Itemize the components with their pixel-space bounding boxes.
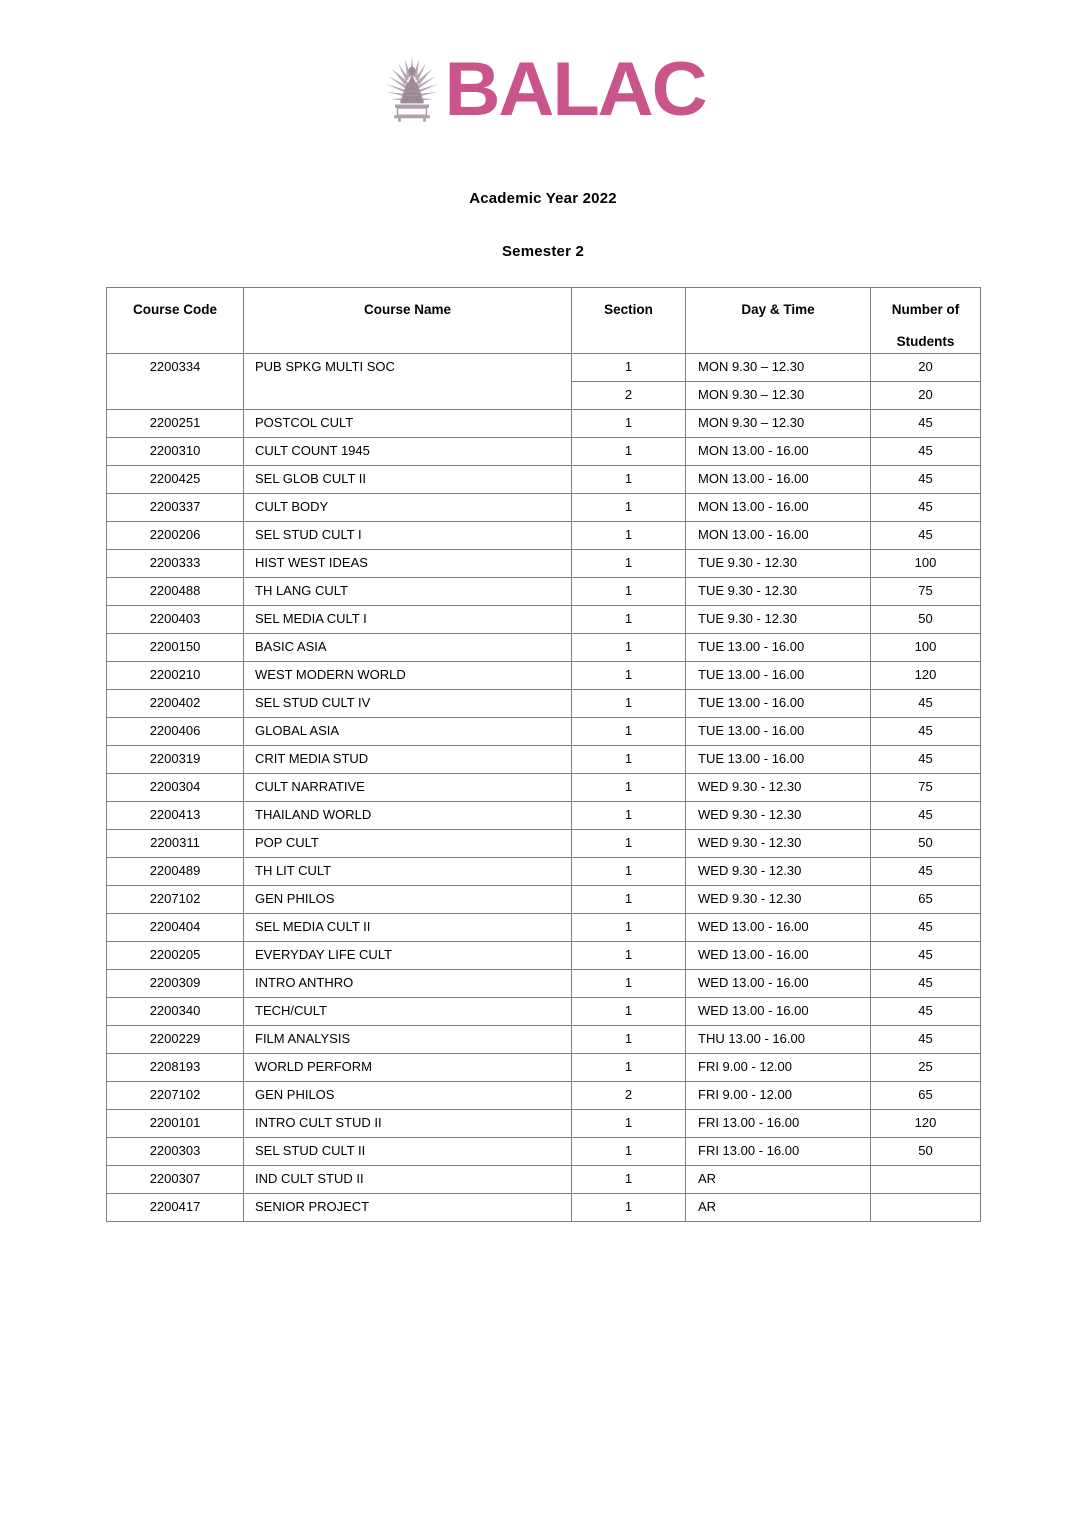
cell-course-name: SEL MEDIA CULT I [244, 606, 572, 634]
cell-section: 1 [572, 578, 686, 606]
cell-day-time: WED 13.00 - 16.00 [686, 914, 871, 942]
cell-number-of-students: 50 [871, 830, 981, 858]
table-body [107, 354, 981, 1222]
cell-course-name: GEN PHILOS [244, 886, 572, 914]
cell-day-time: MON 9.30 – 12.30 [686, 354, 871, 382]
cell-day-time: MON 13.00 - 16.00 [686, 494, 871, 522]
cell-course-code: 2200402 [107, 690, 244, 718]
column-header-number-of-line1: Number of [891, 302, 960, 317]
cell-course-code: 2200310 [107, 438, 244, 466]
column-header-number-of-students [871, 288, 981, 354]
cell-day-time: AR [686, 1166, 871, 1194]
cell-course-code: 2200404 [107, 914, 244, 942]
cell-course-name: SEL STUD CULT IV [244, 690, 572, 718]
cell-number-of-students: 45 [871, 914, 981, 942]
cell-section: 1 [572, 634, 686, 662]
table-row [107, 970, 981, 998]
cell-course-name: WORLD PERFORM [244, 1054, 572, 1082]
table-row [107, 886, 981, 914]
cell-course-code: 2200251 [107, 410, 244, 438]
academic-year-title: Academic Year 2022 [469, 190, 617, 207]
cell-course-code: 2200417 [107, 1194, 244, 1222]
cell-day-time: FRI 13.00 - 16.00 [686, 1138, 871, 1166]
column-header-course-name: Course Name [244, 288, 572, 354]
cell-section: 1 [572, 746, 686, 774]
cell-number-of-students: 120 [871, 1110, 981, 1138]
cell-number-of-students: 45 [871, 690, 981, 718]
table-row [107, 578, 981, 606]
cell-number-of-students: 45 [871, 746, 981, 774]
cell-section: 1 [572, 1138, 686, 1166]
cell-day-time: FRI 13.00 - 16.00 [686, 1110, 871, 1138]
cell-course-name: PUB SPKG MULTI SOC [244, 354, 572, 410]
cell-course-name: SEL GLOB CULT II [244, 466, 572, 494]
cell-course-name: TH LIT CULT [244, 858, 572, 886]
cell-number-of-students: 45 [871, 858, 981, 886]
cell-number-of-students: 45 [871, 410, 981, 438]
cell-number-of-students [871, 1194, 981, 1222]
cell-course-name: INTRO CULT STUD II [244, 1110, 572, 1138]
table-row [107, 718, 981, 746]
semester-title: Semester 2 [501, 243, 585, 260]
cell-day-time: MON 13.00 - 16.00 [686, 466, 871, 494]
cell-course-code: 2200303 [107, 1138, 244, 1166]
cell-day-time: AR [686, 1194, 871, 1222]
cell-day-time: THU 13.00 - 16.00 [686, 1026, 871, 1054]
cell-course-name: SENIOR PROJECT [244, 1194, 572, 1222]
cell-course-code: 2200334 [107, 354, 244, 410]
course-schedule-table-wrapper [106, 287, 980, 1222]
cell-course-code: 2200333 [107, 550, 244, 578]
table-header [107, 288, 981, 354]
cell-number-of-students [871, 1166, 981, 1194]
cell-course-code: 2200403 [107, 606, 244, 634]
cell-section: 1 [572, 466, 686, 494]
table-row [107, 1082, 981, 1110]
cell-course-code: 2200319 [107, 746, 244, 774]
cell-number-of-students: 100 [871, 550, 981, 578]
table-row [107, 522, 981, 550]
cell-day-time: WED 13.00 - 16.00 [686, 970, 871, 998]
cell-course-code: 2200311 [107, 830, 244, 858]
cell-course-code: 2200150 [107, 634, 244, 662]
cell-course-code: 2200307 [107, 1166, 244, 1194]
cell-course-code: 2200101 [107, 1110, 244, 1138]
cell-number-of-students: 50 [871, 606, 981, 634]
cell-number-of-students: 45 [871, 718, 981, 746]
cell-section: 1 [572, 718, 686, 746]
table-row [107, 550, 981, 578]
cell-section: 1 [572, 970, 686, 998]
cell-day-time: TUE 13.00 - 16.00 [686, 662, 871, 690]
cell-course-name: CULT BODY [244, 494, 572, 522]
cell-section: 1 [572, 942, 686, 970]
cell-day-time: MON 13.00 - 16.00 [686, 438, 871, 466]
cell-section: 2 [572, 1082, 686, 1110]
cell-section: 1 [572, 438, 686, 466]
cell-course-name: SEL STUD CULT II [244, 1138, 572, 1166]
cell-number-of-students: 45 [871, 942, 981, 970]
cell-day-time: WED 9.30 - 12.30 [686, 830, 871, 858]
cell-course-name: INTRO ANTHRO [244, 970, 572, 998]
cell-section: 2 [572, 382, 686, 410]
cell-section: 1 [572, 1194, 686, 1222]
cell-section: 1 [572, 606, 686, 634]
cell-number-of-students: 65 [871, 886, 981, 914]
cell-number-of-students: 65 [871, 1082, 981, 1110]
cell-number-of-students: 45 [871, 802, 981, 830]
cell-day-time: WED 9.30 - 12.30 [686, 802, 871, 830]
cell-number-of-students: 45 [871, 466, 981, 494]
cell-section: 1 [572, 886, 686, 914]
cell-number-of-students: 75 [871, 774, 981, 802]
cell-day-time: FRI 9.00 - 12.00 [686, 1082, 871, 1110]
cell-course-code: 2200413 [107, 802, 244, 830]
cell-section: 1 [572, 830, 686, 858]
column-header-course-code: Course Code [107, 288, 244, 354]
table-row [107, 802, 981, 830]
cell-course-name: THAILAND WORLD [244, 802, 572, 830]
cell-number-of-students: 45 [871, 438, 981, 466]
cell-day-time: WED 9.30 - 12.30 [686, 886, 871, 914]
table-header-row [107, 288, 981, 354]
cell-number-of-students: 50 [871, 1138, 981, 1166]
cell-course-code: 2200229 [107, 1026, 244, 1054]
cell-day-time: TUE 13.00 - 16.00 [686, 634, 871, 662]
cell-course-name: CRIT MEDIA STUD [244, 746, 572, 774]
cell-day-time: TUE 9.30 - 12.30 [686, 550, 871, 578]
cell-course-code: 2200425 [107, 466, 244, 494]
cell-course-name: WEST MODERN WORLD [244, 662, 572, 690]
cell-course-name: SEL STUD CULT I [244, 522, 572, 550]
cell-section: 1 [572, 858, 686, 886]
cell-number-of-students: 45 [871, 970, 981, 998]
cell-section: 1 [572, 494, 686, 522]
cell-section: 1 [572, 998, 686, 1026]
cell-course-code: 2200488 [107, 578, 244, 606]
table-row [107, 774, 981, 802]
cell-number-of-students: 120 [871, 662, 981, 690]
cell-day-time: WED 9.30 - 12.30 [686, 774, 871, 802]
cell-course-name: POSTCOL CULT [244, 410, 572, 438]
balac-wordmark: BALAC [444, 47, 706, 132]
cell-section: 1 [572, 410, 686, 438]
cell-section: 1 [572, 690, 686, 718]
cell-number-of-students: 45 [871, 494, 981, 522]
cell-section: 1 [572, 1054, 686, 1082]
column-header-section: Section [572, 288, 686, 354]
cell-course-name: HIST WEST IDEAS [244, 550, 572, 578]
cell-course-code: 2200205 [107, 942, 244, 970]
cell-section: 1 [572, 522, 686, 550]
cell-section: 1 [572, 354, 686, 382]
cell-section: 1 [572, 774, 686, 802]
cell-number-of-students: 100 [871, 634, 981, 662]
table-row [107, 1194, 981, 1222]
table-row [107, 634, 981, 662]
cell-course-name: TH LANG CULT [244, 578, 572, 606]
cell-day-time: MON 9.30 – 12.30 [686, 410, 871, 438]
table-row [107, 1026, 981, 1054]
cell-day-time: TUE 13.00 - 16.00 [686, 690, 871, 718]
cell-course-code: 2200210 [107, 662, 244, 690]
cell-number-of-students: 20 [871, 382, 981, 410]
cell-course-code: 2207102 [107, 886, 244, 914]
table-row [107, 858, 981, 886]
table-row [107, 354, 981, 382]
table-row [107, 494, 981, 522]
table-row [107, 606, 981, 634]
cell-day-time: FRI 9.00 - 12.00 [686, 1054, 871, 1082]
balac-logo [383, 47, 706, 132]
cell-number-of-students: 75 [871, 578, 981, 606]
cell-number-of-students: 45 [871, 998, 981, 1026]
cell-number-of-students: 45 [871, 522, 981, 550]
table-row [107, 746, 981, 774]
cell-course-name: FILM ANALYSIS [244, 1026, 572, 1054]
cell-course-code: 2207102 [107, 1082, 244, 1110]
table-row [107, 410, 981, 438]
cell-course-code: 2200406 [107, 718, 244, 746]
cell-course-code: 2200340 [107, 998, 244, 1026]
cell-section: 1 [572, 662, 686, 690]
cell-day-time: TUE 9.30 - 12.30 [686, 606, 871, 634]
table-row [107, 662, 981, 690]
table-row [107, 1054, 981, 1082]
table-row [107, 942, 981, 970]
cell-section: 1 [572, 1110, 686, 1138]
cell-course-code: 2200309 [107, 970, 244, 998]
cell-course-name: SEL MEDIA CULT II [244, 914, 572, 942]
cell-day-time: WED 9.30 - 12.30 [686, 858, 871, 886]
cell-section: 1 [572, 1166, 686, 1194]
table-row [107, 690, 981, 718]
column-header-day-time: Day & Time [686, 288, 871, 354]
course-schedule-table [106, 287, 981, 1222]
cell-course-name: CULT NARRATIVE [244, 774, 572, 802]
cell-course-code: 2200304 [107, 774, 244, 802]
table-row [107, 830, 981, 858]
cell-course-name: POP CULT [244, 830, 572, 858]
logo-block [0, 0, 1086, 132]
cell-course-name: CULT COUNT 1945 [244, 438, 572, 466]
cell-course-name: TECH/CULT [244, 998, 572, 1026]
cell-course-code: 2200489 [107, 858, 244, 886]
column-header-number-of-line2: Students [896, 334, 955, 349]
cell-number-of-students: 20 [871, 354, 981, 382]
chulalongkorn-phra-kiao-emblem [383, 54, 441, 126]
cell-course-name: IND CULT STUD II [244, 1166, 572, 1194]
table-row [107, 466, 981, 494]
cell-day-time: MON 9.30 – 12.30 [686, 382, 871, 410]
cell-day-time: TUE 13.00 - 16.00 [686, 718, 871, 746]
cell-section: 1 [572, 1026, 686, 1054]
cell-course-code: 2208193 [107, 1054, 244, 1082]
cell-course-name: BASIC ASIA [244, 634, 572, 662]
cell-day-time: TUE 9.30 - 12.30 [686, 578, 871, 606]
cell-day-time: WED 13.00 - 16.00 [686, 942, 871, 970]
cell-number-of-students: 25 [871, 1054, 981, 1082]
cell-course-code: 2200337 [107, 494, 244, 522]
cell-section: 1 [572, 550, 686, 578]
cell-number-of-students: 45 [871, 1026, 981, 1054]
cell-day-time: MON 13.00 - 16.00 [686, 522, 871, 550]
cell-course-name: GEN PHILOS [244, 1082, 572, 1110]
table-row [107, 1166, 981, 1194]
table-row [107, 998, 981, 1026]
cell-course-code: 2200206 [107, 522, 244, 550]
cell-day-time: TUE 13.00 - 16.00 [686, 746, 871, 774]
cell-day-time: WED 13.00 - 16.00 [686, 998, 871, 1026]
cell-course-name: GLOBAL ASIA [244, 718, 572, 746]
table-row [107, 1138, 981, 1166]
cell-section: 1 [572, 914, 686, 942]
table-row [107, 1110, 981, 1138]
table-row [107, 438, 981, 466]
cell-section: 1 [572, 802, 686, 830]
cell-course-name: EVERYDAY LIFE CULT [244, 942, 572, 970]
table-row [107, 914, 981, 942]
